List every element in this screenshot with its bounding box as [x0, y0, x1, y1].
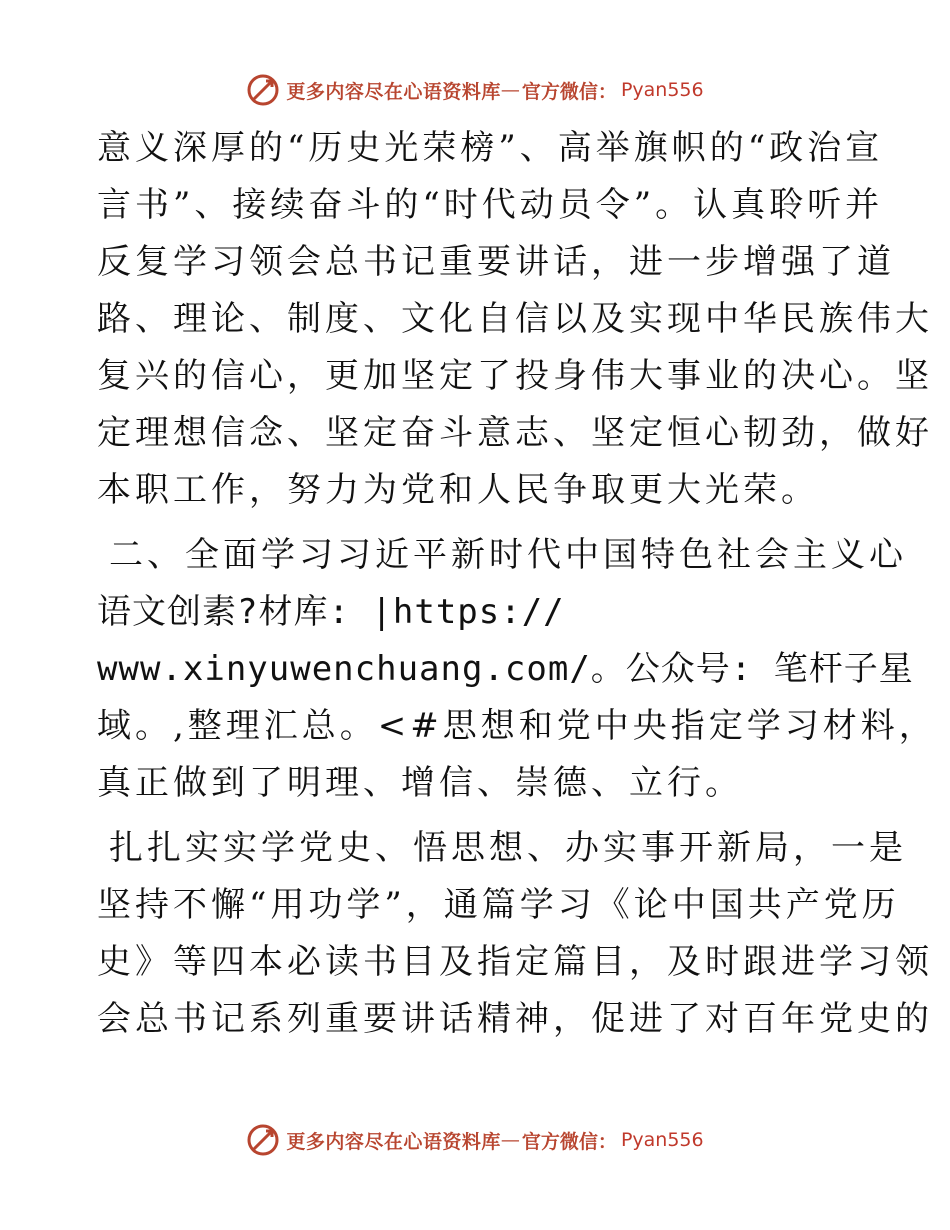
paragraph-3 [97, 820, 933, 1048]
text-line: 言书”、接续奋斗的“时代动员令”。认真聆听并 [97, 185, 884, 225]
text-line: 本职工作，努力为党和人民争取更大光荣。 [97, 470, 819, 510]
page-footer-watermark [0, 1120, 950, 1160]
text-line: 反复学习领会总书记重要讲话，进一步增强了道 [97, 242, 895, 282]
text-line: 域。,整理汇总。<#思想和党中央指定学习材料， [97, 706, 937, 746]
document-body [97, 120, 937, 1048]
text-line: 语文创素?材库: |https:// [97, 592, 565, 632]
text-line: 会总书记系列重要讲话精神，促进了对百年党史的 [97, 999, 933, 1039]
text-line: 复兴的信心，更加坚定了投身伟大事业的决心。坚 [97, 356, 933, 396]
watermark-brand: 更多内容尽在心语资料库 [286, 80, 501, 103]
paragraph-2 [97, 527, 937, 812]
text-line: 真正做到了明理、增信、崇德、立行。 [97, 763, 743, 803]
text-line: 意义深厚的“历史光荣榜”、高举旗帜的“政治宣 [97, 128, 884, 168]
watermark-label: 官方微信： [521, 80, 617, 103]
watermark-dash: — [500, 1129, 520, 1151]
text-line: 路、理论、制度、文化自信以及实现中华民族伟大 [97, 299, 933, 339]
paragraph-1 [97, 120, 933, 519]
text-line: 定理想信念、坚定奋斗意志、坚定恒心韧劲，做好 [97, 413, 933, 453]
watermark-id: Pyan556 [620, 1129, 704, 1151]
text-line: 史》等四本必读书目及指定篇目，及时跟进学习领 [97, 942, 933, 982]
text-line: 坚持不懈“用功学”，通篇学习《论中国共产党历 [97, 885, 900, 925]
brand-logo-icon [246, 1123, 280, 1157]
text-line: 扎扎实实学党史、悟思想、办实事开新局，一是 [109, 828, 907, 868]
watermark-label: 官方微信： [521, 1130, 617, 1153]
brand-logo-icon [246, 73, 280, 107]
text-line: www.xinyuwenchuang.com/。公众号: 笔杆子星 [97, 649, 914, 689]
watermark-id: Pyan556 [620, 79, 704, 101]
watermark-dash: — [500, 79, 520, 101]
page-header-watermark [0, 70, 950, 110]
section-heading-line: 二、全面学习习近平新时代中国特色社会主义心 [109, 535, 907, 575]
watermark-brand: 更多内容尽在心语资料库 [286, 1130, 501, 1153]
